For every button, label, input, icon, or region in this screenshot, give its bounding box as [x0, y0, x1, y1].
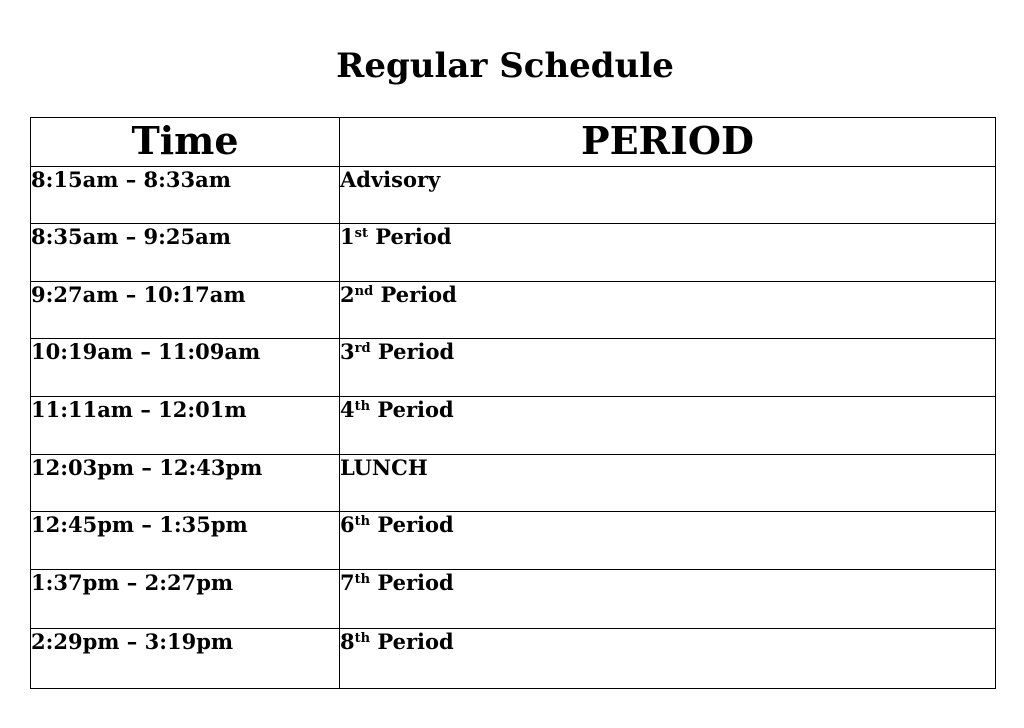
period-word: Period — [370, 397, 454, 422]
time-cell: 1:37pm – 2:27pm — [31, 570, 340, 629]
period-label: 7 — [340, 570, 355, 595]
period-word: Period — [373, 282, 457, 307]
ordinal-suffix: th — [354, 572, 371, 587]
period-cell — [340, 629, 996, 689]
ordinal-suffix: th — [354, 399, 371, 414]
table-row — [31, 397, 996, 455]
table-row — [31, 282, 996, 339]
table-row — [31, 629, 996, 689]
table-row — [31, 512, 996, 570]
period-label: 3 — [340, 339, 355, 364]
period-label: LUNCH — [340, 455, 428, 480]
period-label: 1 — [340, 224, 355, 249]
table-row — [31, 339, 996, 397]
table-row — [31, 570, 996, 629]
time-cell: 2:29pm – 3:19pm — [31, 629, 340, 689]
period-cell — [340, 570, 996, 629]
time-cell: 12:45pm – 1:35pm — [31, 512, 340, 570]
time-cell: 8:35am – 9:25am — [31, 224, 340, 282]
header-row — [31, 118, 996, 167]
table-row — [31, 224, 996, 282]
period-label: 6 — [340, 512, 355, 537]
period-cell — [340, 455, 996, 512]
period-label: 2 — [340, 282, 355, 307]
ordinal-suffix: rd — [354, 341, 371, 356]
period-word: Period — [370, 512, 454, 537]
period-word: Period — [370, 339, 455, 364]
table-row — [31, 455, 996, 512]
header-period: PERIOD — [340, 118, 996, 167]
header-time: Time — [31, 118, 340, 167]
period-label: Advisory — [340, 167, 441, 192]
period-label: 4 — [340, 397, 355, 422]
ordinal-suffix: th — [354, 631, 371, 646]
period-cell — [340, 167, 996, 224]
period-word: Period — [370, 629, 454, 654]
period-word: Period — [370, 570, 454, 595]
period-label: 8 — [340, 629, 355, 654]
period-cell — [340, 282, 996, 339]
time-cell: 12:03pm – 12:43pm — [31, 455, 340, 512]
period-word: Period — [367, 224, 452, 249]
time-cell: 10:19am – 11:09am — [31, 339, 340, 397]
page-title: Regular Schedule — [336, 46, 674, 86]
ordinal-suffix: th — [354, 514, 371, 529]
period-cell — [340, 397, 996, 455]
time-cell: 9:27am – 10:17am — [31, 282, 340, 339]
period-cell — [340, 339, 996, 397]
period-cell — [340, 224, 996, 282]
ordinal-suffix: st — [354, 226, 368, 241]
ordinal-suffix: nd — [354, 284, 374, 299]
time-cell: 11:11am – 12:01m — [31, 397, 340, 455]
period-cell — [340, 512, 996, 570]
table-row — [31, 167, 996, 224]
time-cell: 8:15am – 8:33am — [31, 167, 340, 224]
schedule-table — [30, 117, 996, 689]
